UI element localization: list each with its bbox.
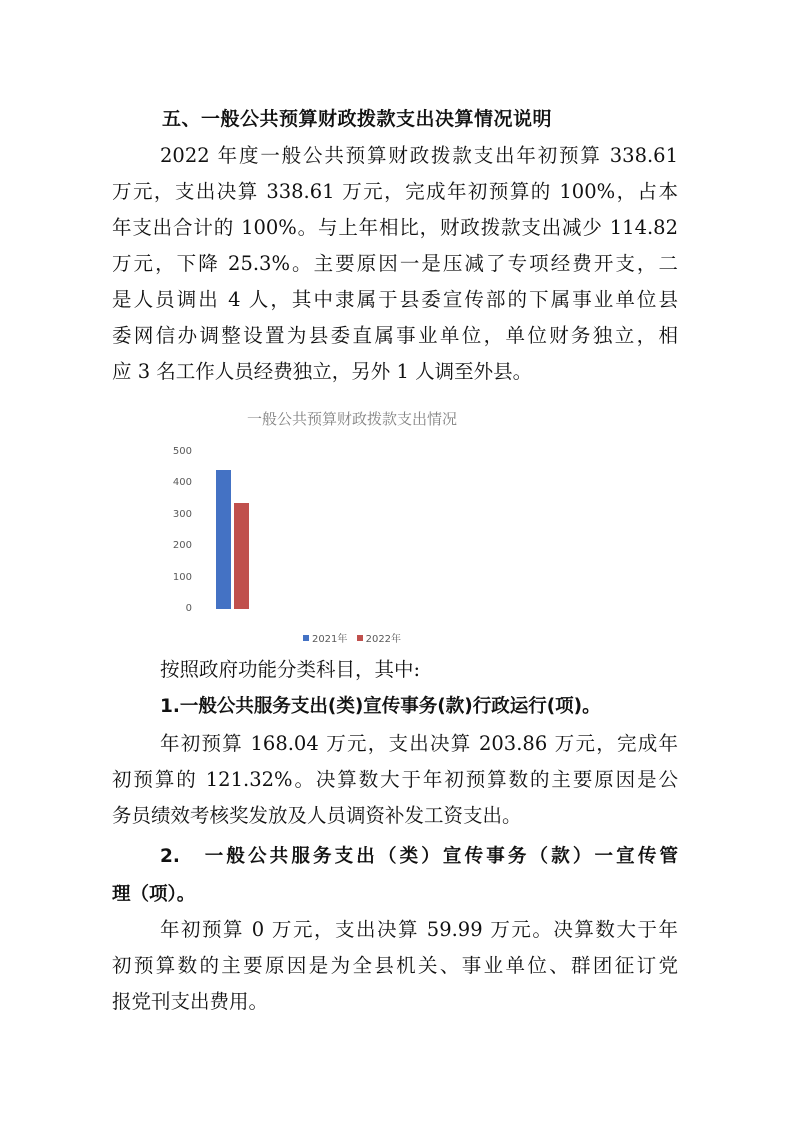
legend-swatch [303, 635, 309, 641]
text-line: 年初预算 168.04 万元，支出决算 203.86 万元，完成年 [160, 732, 678, 755]
legend-label: 2021年 [311, 634, 348, 645]
legend-item [303, 630, 347, 645]
bar-2022 [234, 503, 249, 609]
item1-body [112, 726, 678, 834]
legend-label: 2022年 [365, 634, 402, 645]
y-tick-label: 400 [172, 477, 192, 488]
y-tick-label: 200 [172, 540, 192, 551]
text-line: 万元，下降 25.3%。主要原因一是压减了专项经费开支，二 [112, 252, 678, 275]
paragraph-classification [112, 652, 678, 688]
paragraph-summary [112, 138, 678, 390]
text-line: 万元，支出决算 338.61 万元，完成年初预算的 100%，占本 [112, 180, 678, 203]
chart-legend [161, 630, 543, 645]
item2-body [112, 912, 678, 1020]
text-line: 理（项）。 [112, 884, 196, 905]
item2-title [112, 838, 678, 914]
y-tick-label: 500 [172, 446, 192, 457]
text-line: 初预算数的主要原因是为全县机关、事业单位、群团征订党 [112, 954, 678, 977]
text-line: 委网信办调整设置为县委直属事业单位，单位财务独立，相 [112, 324, 678, 347]
y-tick-label: 300 [172, 509, 192, 520]
text-line: 初预算的 121.32%。决算数大于年初预算数的主要原因是公 [112, 768, 678, 791]
text-line: 务员绩效考核奖发放及人员调资补发工资支出。 [112, 804, 522, 827]
text-line: 是人员调出 4 人，其中隶属于县委宣传部的下属事业单位县 [112, 288, 678, 311]
text-line: 2022 年度一般公共预算财政拨款支出年初预算 338.61 [160, 144, 678, 167]
chart-title: 一般公共预算财政拨款支出情况 [246, 410, 457, 428]
legend-item [357, 630, 401, 645]
text-line: 年支出合计的 100%。与上年相比，财政拨款支出减少 114.82 [112, 216, 678, 239]
text-line: 2. 一般公共服务支出（类）宣传事务（款）一宣传管 [160, 846, 678, 867]
item1-title [112, 689, 678, 725]
text-line: 按照政府功能分类科目，其中: [160, 658, 421, 681]
text-line: 报党刊支出费用。 [112, 990, 269, 1013]
bar-2021 [216, 470, 231, 609]
text-line: 应 3 名工作人员经费独立，另外 1 人调至外县。 [112, 360, 533, 383]
legend-swatch [357, 635, 363, 641]
y-tick-label: 100 [172, 572, 192, 583]
bar-chart [161, 402, 543, 656]
text-line: 年初预算 0 万元，支出决算 59.99 万元。决算数大于年 [160, 918, 678, 941]
text-line: 1.一般公共服务支出(类)宣传事务(款)行政运行(项)。 [160, 696, 601, 717]
section-heading: 五、一般公共预算财政拨款支出决算情况说明 [162, 108, 553, 130]
y-tick-label: 0 [185, 603, 192, 614]
